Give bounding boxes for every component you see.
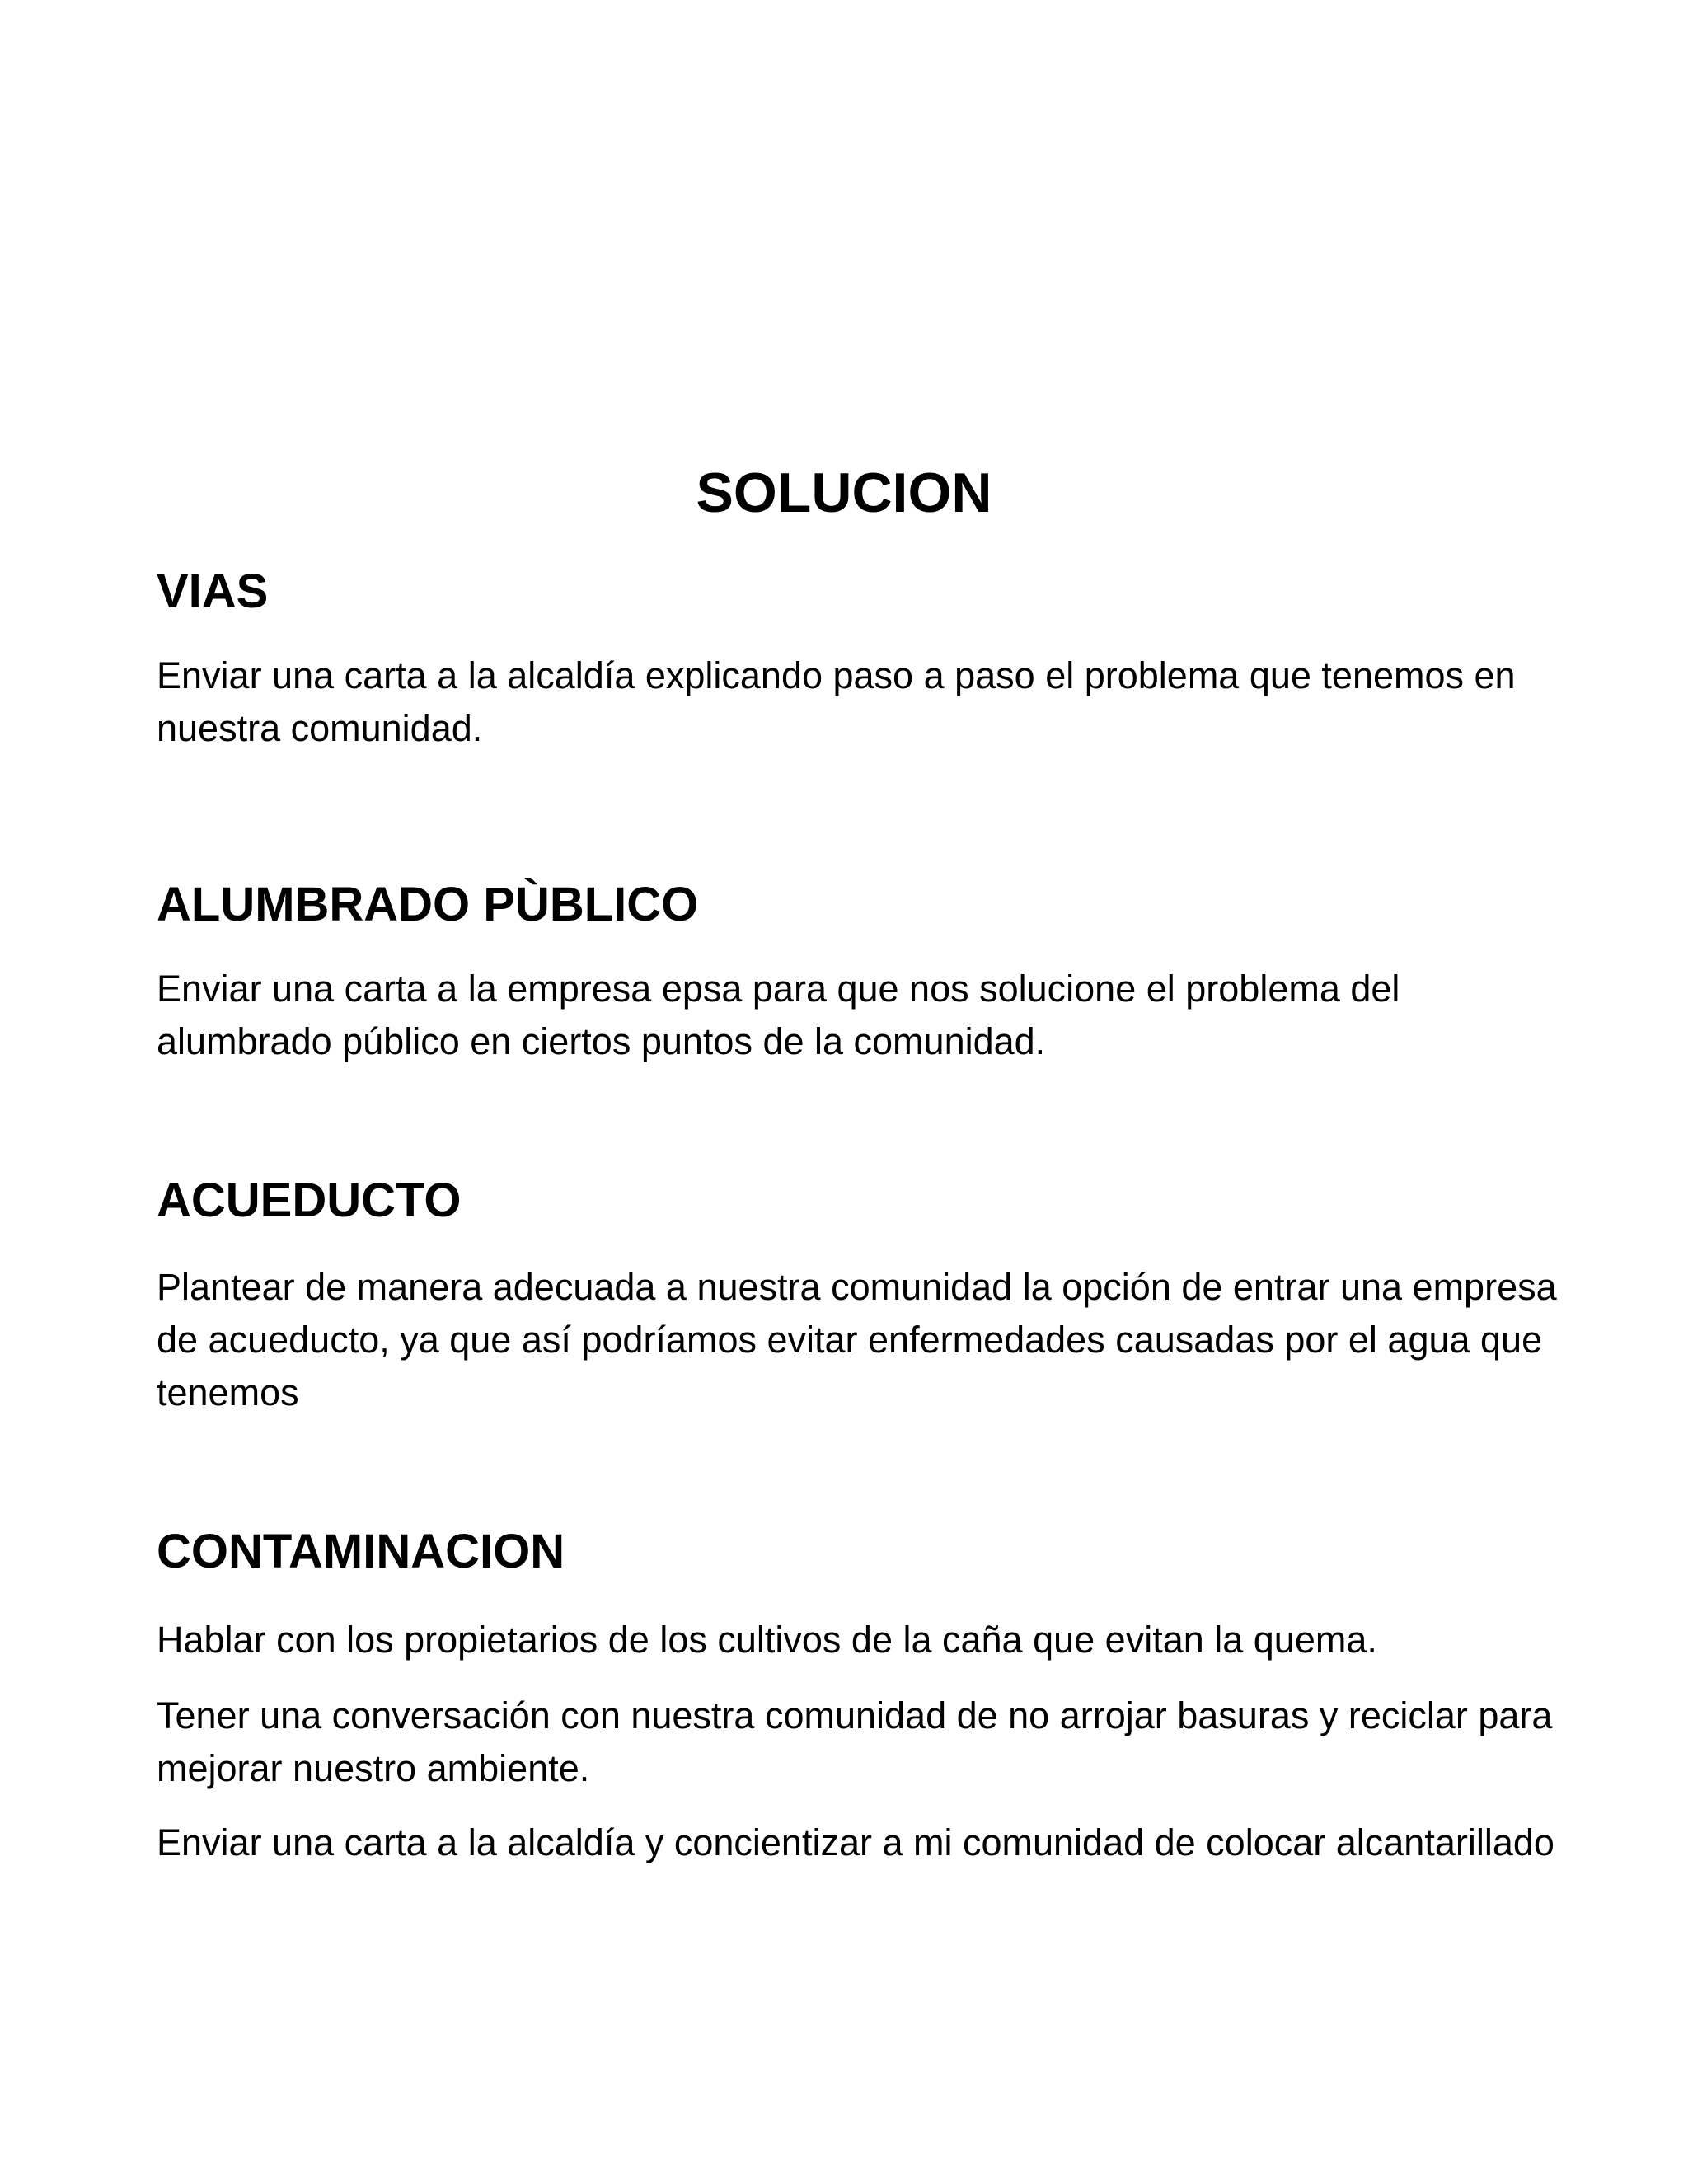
paragraph-contaminacion-1: Hablar con los propietarios de los cultivos de la caña que evitan la quema. <box>157 1619 1377 1661</box>
section-heading-acueducto: ACUEDUCTO <box>157 1174 462 1227</box>
section-heading-alumbrado-publico: ALUMBRADO PÙBLICO <box>157 878 699 931</box>
section-heading-vias: VIAS <box>157 565 269 618</box>
paragraph-alumbrado-publico-1: Enviar una carta a la empresa epsa para que nos solucione el problema del alumbrado público en ciertos puntos de la comunidad. <box>157 968 1400 1062</box>
paragraph-vias-1: Enviar una carta a la alcaldía explicando paso a paso el problema que tenemos en nuestra comunidad. <box>157 654 1516 749</box>
paragraph-contaminacion-2: Tener una conversación con nuestra comunidad de no arrojar basuras y reciclar para mejorar nuestro ambiente. <box>157 1694 1553 1789</box>
section-heading-contaminacion: CONTAMINACION <box>157 1525 565 1578</box>
paragraph-contaminacion-3: Enviar una carta a la alcaldía y concientizar a mi comunidad de colocar alcantarillado <box>157 1821 1554 1863</box>
paragraph-acueducto-1: Plantear de manera adecuada a nuestra comunidad la opción de entrar una empresa de acueducto, ya que así podríamos evitar enfermedades causadas por el agua que tenemos <box>157 1266 1557 1413</box>
document-title: SOLUCION <box>696 462 992 524</box>
